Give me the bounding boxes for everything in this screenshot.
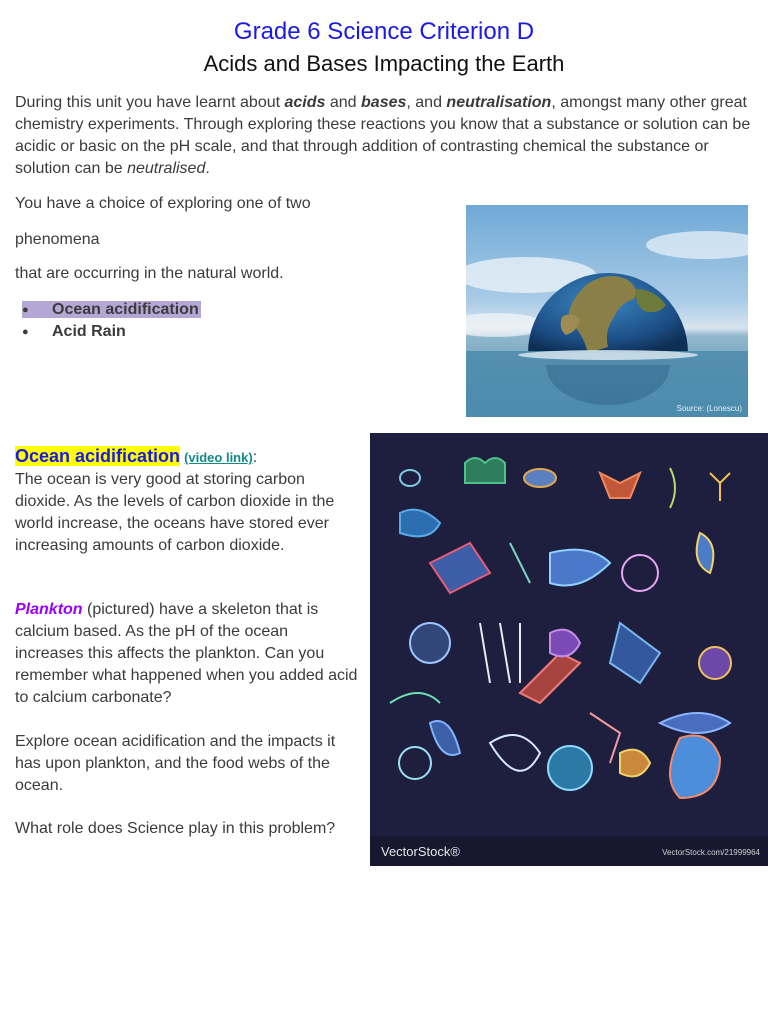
page-subtitle: Acids and Bases Impacting the Earth <box>203 51 565 76</box>
intro-text: , amongst many other great chemistry experiments. Through exploring these reactions you know that a substance or solution can be acidic or basic on the pH scale, and that through addition of contrasting chemical the substance or solution can be <box>15 94 751 177</box>
choice-line-1: You have a choice of exploring one of two <box>15 195 311 212</box>
bases-term: bases <box>361 94 407 111</box>
page-title: Grade 6 Science Criterion D <box>233 18 535 45</box>
list-item: ● Ocean acidification <box>22 301 199 318</box>
ocean-paragraph-2 <box>15 599 360 709</box>
heading-label: Ocean acidification <box>15 446 181 466</box>
image-credit: Source: (Lonescu) <box>676 404 742 413</box>
vectorstock-url: VectorStock.com/21999964 <box>662 848 760 857</box>
choice-line-3: that are occurring in the natural world. <box>15 265 284 282</box>
intro-text: During this unit you have learnt about <box>15 94 285 111</box>
choice-line-2: phenomena <box>15 231 100 248</box>
plankton-illustration <box>370 433 768 866</box>
list-item: ● Acid Rain <box>22 323 126 340</box>
video-link[interactable]: (video link) <box>184 450 253 465</box>
earth-illustration <box>466 205 748 417</box>
ocean-acidification-heading <box>15 446 257 467</box>
intro-text: and <box>325 94 362 111</box>
bullet-ocean-acidification: Ocean acidification <box>52 301 199 318</box>
plankton-term: Plankton <box>15 601 83 618</box>
ocean-paragraph-3: Explore ocean acidification and the impacts it has upon plankton, and the food webs of the ocean. <box>15 733 336 794</box>
bullet-acid-rain: Acid Rain <box>52 323 126 340</box>
earth-in-water-image <box>466 205 748 417</box>
neutralisation-term: neutralisation <box>446 94 552 111</box>
vectorstock-brand: VectorStock® <box>381 844 460 859</box>
acids-term: acids <box>284 94 326 111</box>
phenomena-list <box>22 299 201 343</box>
ocean-paragraph-2-text: (pictured) have a skeleton that is calcium based. As the pH of the ocean increases this affects the plankton. Can you remember what happened when you added acid to calcium carbonate? <box>15 601 358 706</box>
ocean-paragraph-1: The ocean is very good at storing carbon dioxide. As the levels of carbon dioxide in the world increase, the oceans have stored ever increasing amounts of carbon dioxide. <box>15 471 335 554</box>
intro-text: , and <box>406 94 447 111</box>
heading-colon: : <box>252 449 258 466</box>
intro-text: . <box>205 160 210 177</box>
neutralised-term: neutralised <box>127 160 206 177</box>
plankton-drawings <box>370 433 768 836</box>
ocean-paragraph-4: What role does Science play in this problem? <box>15 820 336 837</box>
intro-paragraph <box>15 92 755 180</box>
